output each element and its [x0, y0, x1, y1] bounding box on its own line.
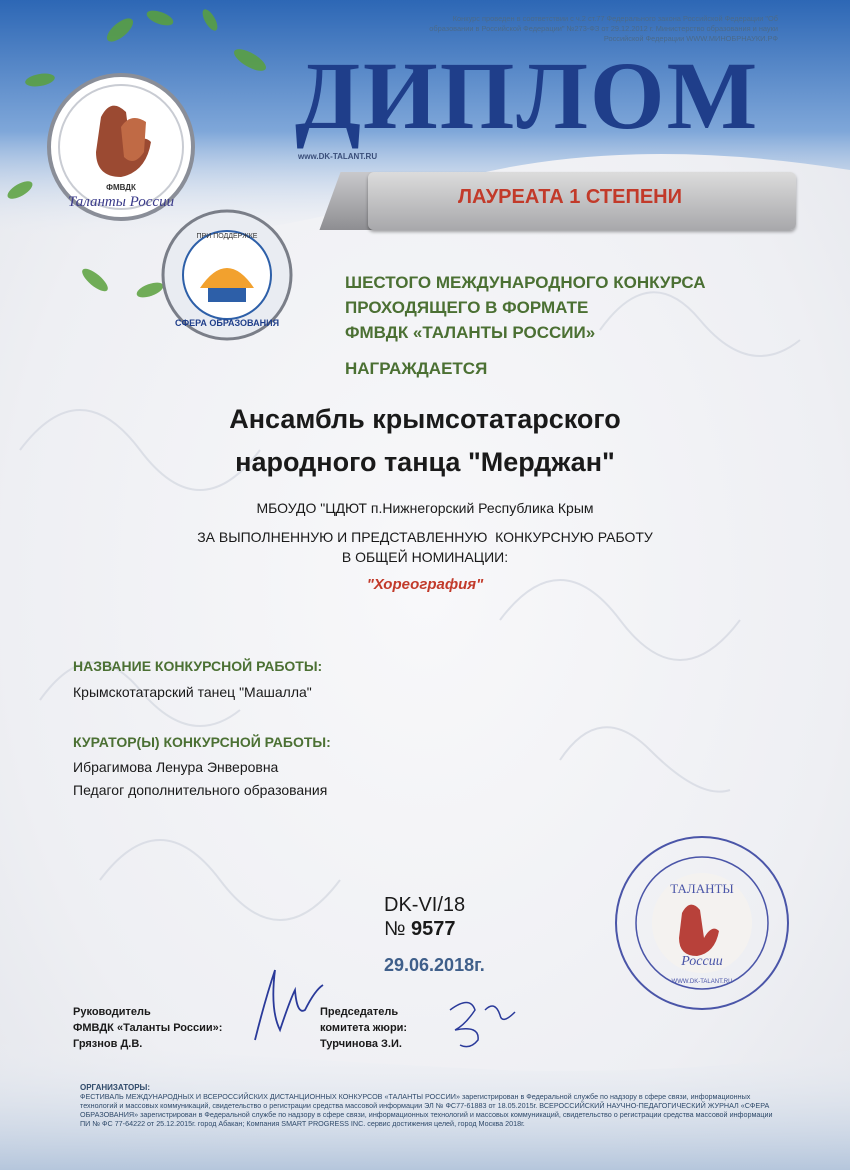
jury-name: Турчинова З.И.	[320, 1038, 402, 1050]
seal-sub: России	[681, 954, 723, 969]
jury-org: комитета жюри:	[320, 1022, 408, 1034]
awarded-heading: НАГРАЖДАЕТСЯ	[345, 359, 488, 378]
site-url: www.DK-TALANT.RU	[298, 152, 378, 161]
organization: МБОУДО "ЦДЮТ п.Нижнегорский Республика Крым	[256, 500, 594, 516]
round-seal-stamp	[612, 833, 792, 1013]
recipient-line-2: народного танца "Мерджан"	[235, 447, 615, 477]
head-title: Руководитель	[73, 1006, 151, 1018]
diploma-number-line	[384, 917, 465, 941]
sfera-text: СФЕРА ОБРАЗОВАНИЯ	[174, 318, 280, 328]
contest-line-1: ШЕСТОГО МЕЖДУНАРОДНОГО КОНКУРСА	[345, 273, 706, 292]
diploma-code-block	[384, 893, 465, 941]
work-title-label: НАЗВАНИЕ КОНКУРСНОЙ РАБОТЫ:	[73, 658, 323, 674]
curator-name: Ибрагимова Ленура Энверовна	[73, 759, 279, 775]
diploma-title: ДИПЛОМ	[295, 42, 760, 149]
contest-description	[345, 270, 706, 345]
jury-signature	[440, 990, 530, 1055]
organizers-footer	[80, 1083, 780, 1128]
contest-line-2: ПРОХОДЯЩЕГО В ФОРМАТЕ	[345, 298, 589, 317]
curator-role: Педагог дополнительного образования	[73, 782, 328, 798]
jury-title: Председатель	[320, 1006, 399, 1018]
legal-notice-top: Конкурс проведен в соответствии с ч.2 ст.77 Федерального закона Российской Федерации "Об образовании в Российской Федерации" №273-ФЗ от 29.12.2012 г. Министерство образования и науки Российской Федерации WWW.МИНОБРНАУКИ.РФ	[429, 14, 778, 43]
head-org: ФМВДК «Таланты России»:	[73, 1022, 223, 1034]
organizers-label: ОРГАНИЗАТОРЫ:	[80, 1083, 151, 1092]
organizers-text: ФЕСТИВАЛЬ МЕЖДУНАРОДНЫХ И ВСЕРОССИЙСКИХ ДИСТАНЦИОННЫХ КОНКУРСОВ «ТАЛАНТЫ РОССИИ» зарегистрирован в Федеральной службе по надзору в сфере связи, информационных технологий и массовых коммуникаций, свидетельство о регистрации средства массовой информации ЭЛ № ФС77-61883 от 18.05.2015г. ВСЕРОССИЙСКИЙ НАУЧНО-ПЕДАГОГИЧЕСКИЙ ЖУРНАЛ «СФЕРА ОБРАЗОВАНИЯ» зарегистрирован в Федеральной службе по надзору в сфере связи, информационных технологий и массовых коммуникаций, свидетельство о регистрации средства массовой информации ПИ № ФС 77-64222 от 25.12.2015г. город Абакан; Компания SMART PROGRESS INC. сервис достижения целей, город Москва 2018г.	[80, 1092, 773, 1128]
seal-site: WWW.DK-TALANT.RU	[671, 979, 733, 985]
sfera-sub: ПРИ ПОДДЕРЖКЕ	[196, 233, 258, 240]
sfera-obrazovaniya-logo	[160, 208, 295, 343]
issue-date: 29.06.2018г.	[384, 955, 485, 975]
seal-title: ТАЛАНТЫ	[670, 881, 734, 896]
talanty-rossii-logo	[46, 72, 196, 222]
head-signature-block	[73, 1004, 222, 1052]
recipient-name	[0, 398, 850, 484]
degree-text: ЛАУРЕАТА 1 СТЕПЕНИ	[458, 186, 682, 208]
work-statement-line-1: ЗА ВЫПОЛНЕННУЮ И ПРЕДСТАВЛЕННУЮ КОНКУРСНУЮ РАБОТУ	[197, 529, 653, 545]
work-title: Крымскотатарский танец "Машалла"	[73, 684, 312, 700]
recipient-line-1: Ансамбль крымсотатарского	[229, 404, 621, 434]
work-statement-line-2: В ОБЩЕЙ НОМИНАЦИИ:	[341, 549, 509, 565]
head-name: Грязнов Д.В.	[73, 1038, 143, 1050]
work-statement	[0, 527, 850, 567]
main-logo-abbr: ФМВДК	[106, 183, 136, 192]
diploma-code: DK-VI/18	[384, 894, 466, 916]
number-prefix: №	[384, 918, 406, 940]
jury-signature-block	[320, 1004, 407, 1052]
diploma-number: 9577	[411, 918, 456, 940]
main-logo-text: Таланты России	[67, 194, 175, 210]
nomination: "Хореография"	[366, 576, 484, 593]
head-signature	[235, 960, 330, 1055]
curator-label: КУРАТОР(Ы) КОНКУРСНОЙ РАБОТЫ:	[73, 734, 331, 750]
contest-line-3: ФМВДК «ТАЛАНТЫ РОССИИ»	[345, 323, 596, 342]
